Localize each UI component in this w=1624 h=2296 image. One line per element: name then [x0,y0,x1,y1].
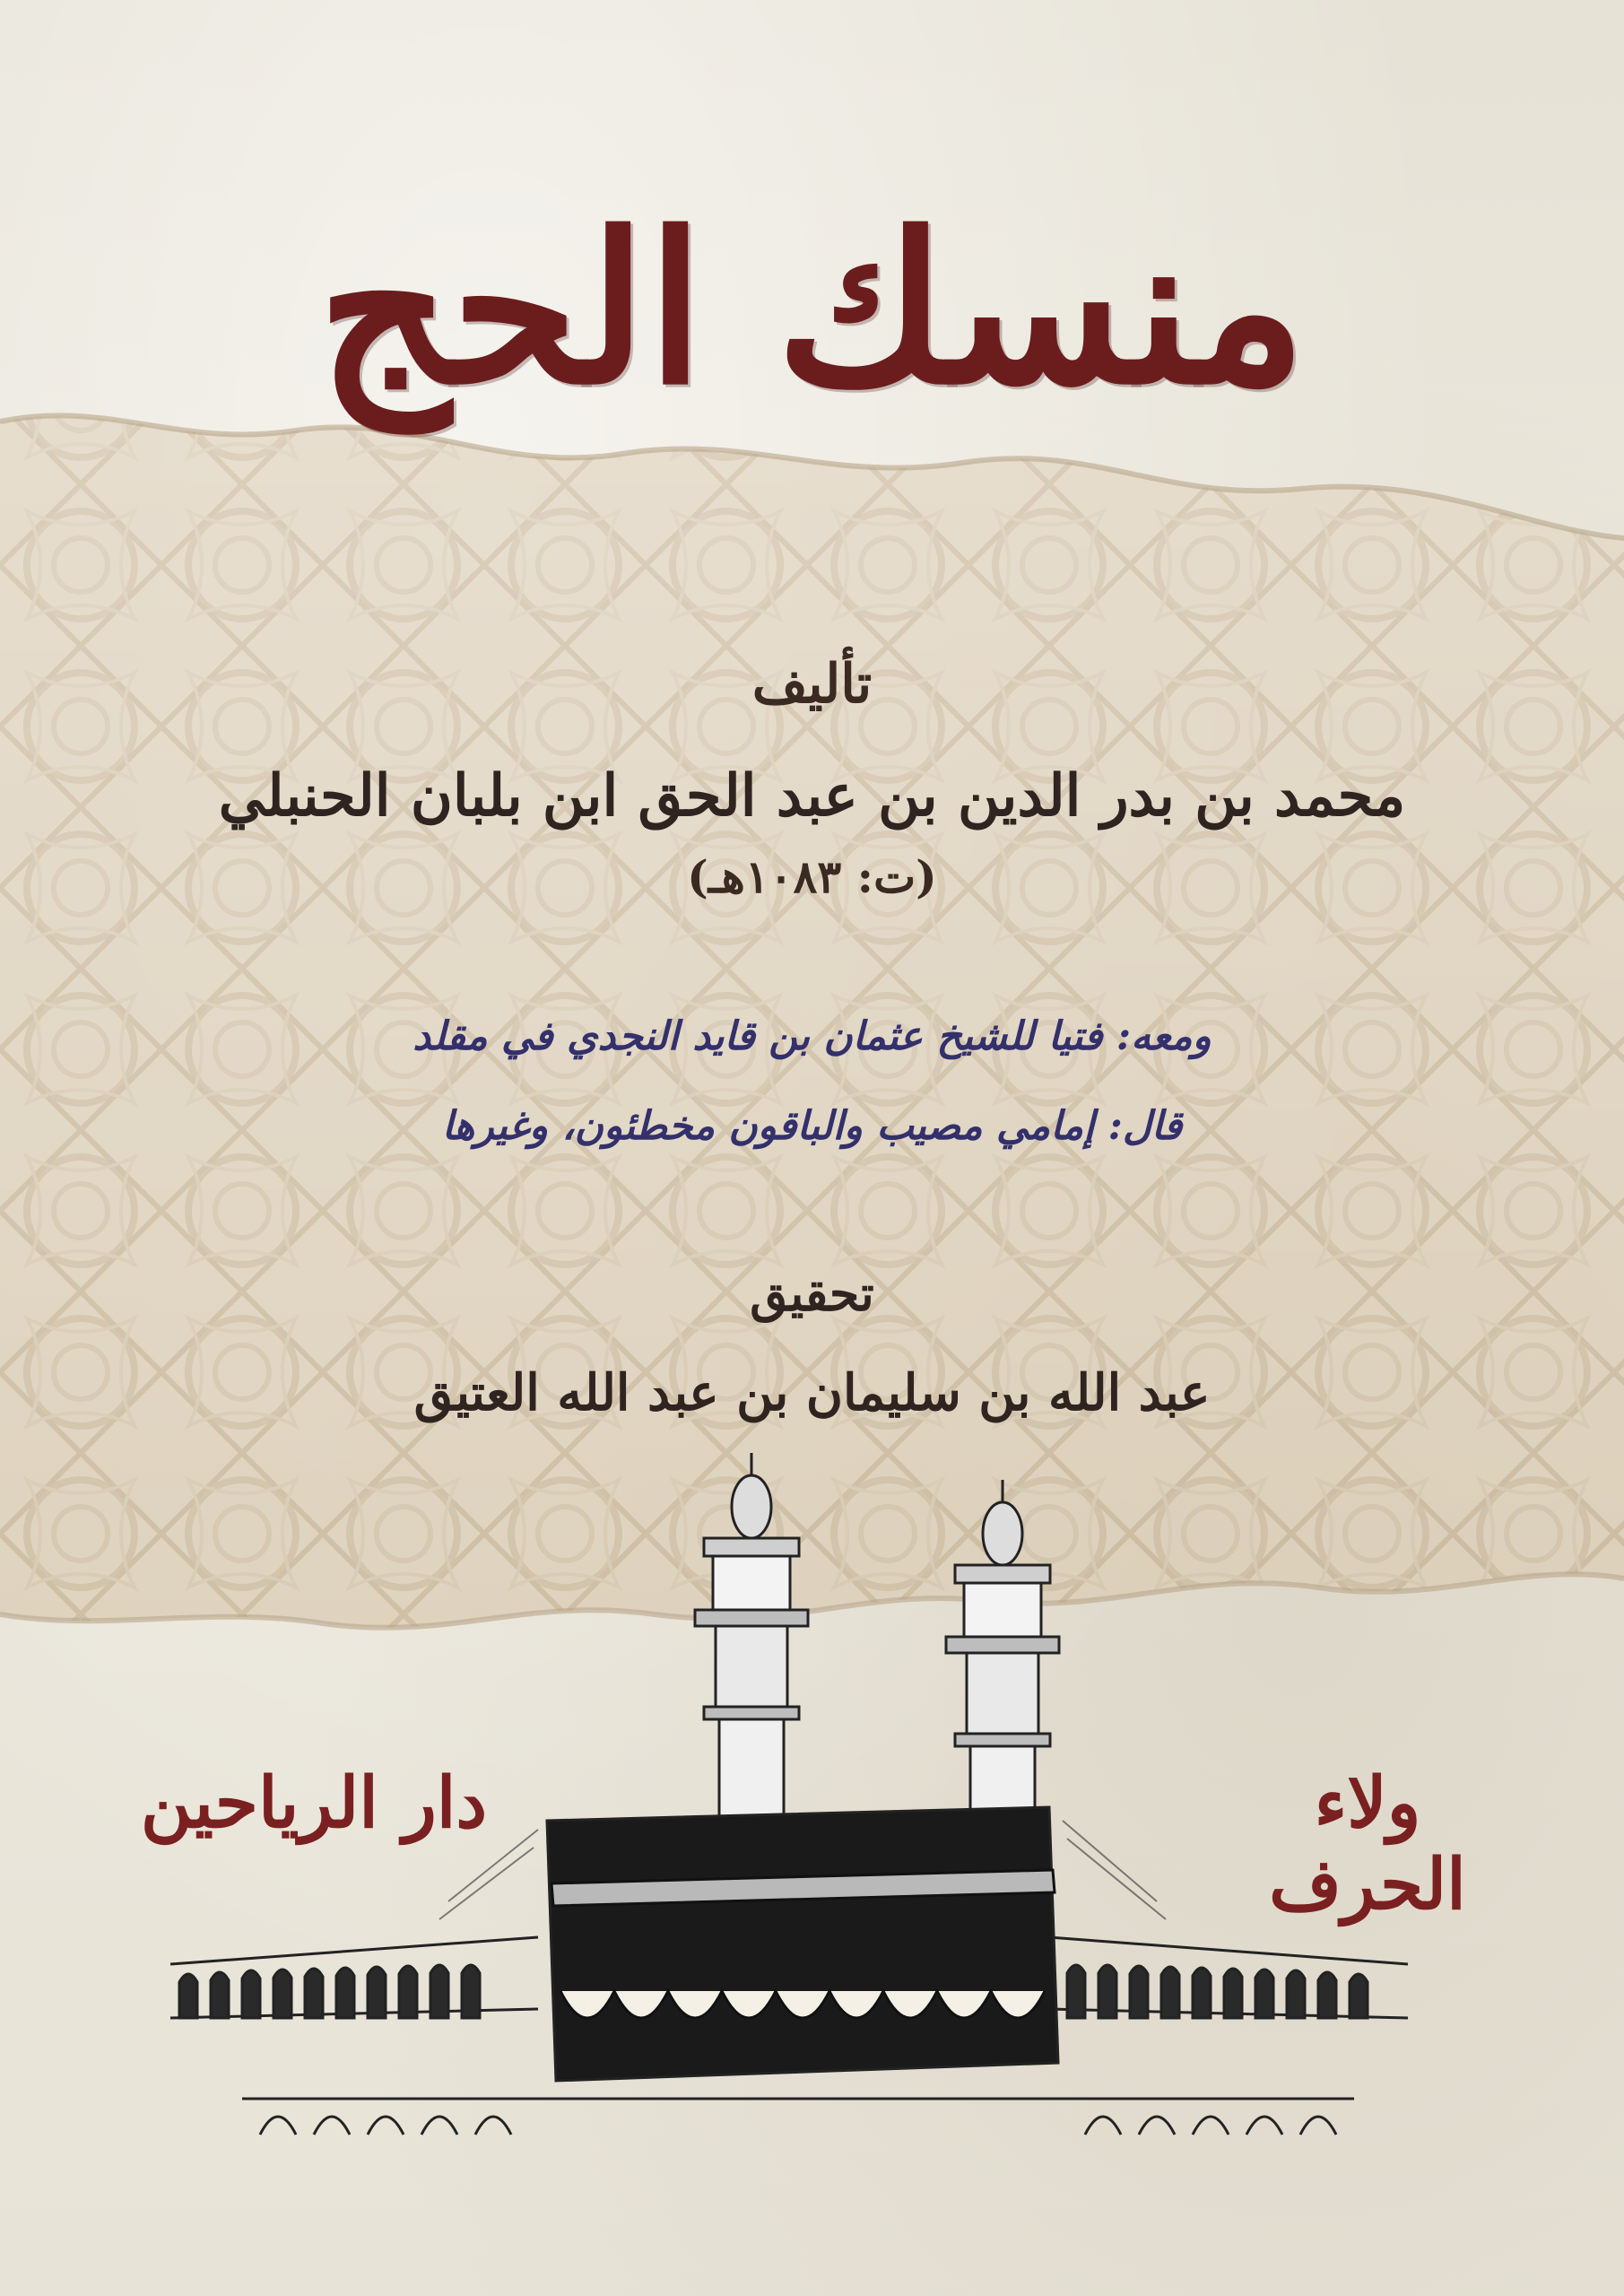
book-title: منسك الحج [317,188,1307,430]
authorship-label: تأليف [751,653,873,716]
editing-label: تحقيق [750,1265,874,1322]
companion-work-line-1: ومعه: فتيا للشيخ عثمان بن قايد النجدي في مقلد [413,1013,1211,1059]
publisher-walaa-al-harf: ولاء الحرف [1269,1762,1466,1926]
companion-work-line-2: قال: إمامي مصيب والباقون مخطئون، وغيرها [441,1103,1183,1149]
author-death-date: (ت: ١٠٨٣هـ) [687,850,937,903]
publisher-dar-al-rayahin: دار الرياحين [140,1762,488,1844]
editor-name: عبد الله بن سليمان بن عبد الله العتيق [413,1363,1211,1422]
author-name: محمد بن بدر الدين بن عبد الحق ابن بلبان الحنبلي [218,762,1406,830]
